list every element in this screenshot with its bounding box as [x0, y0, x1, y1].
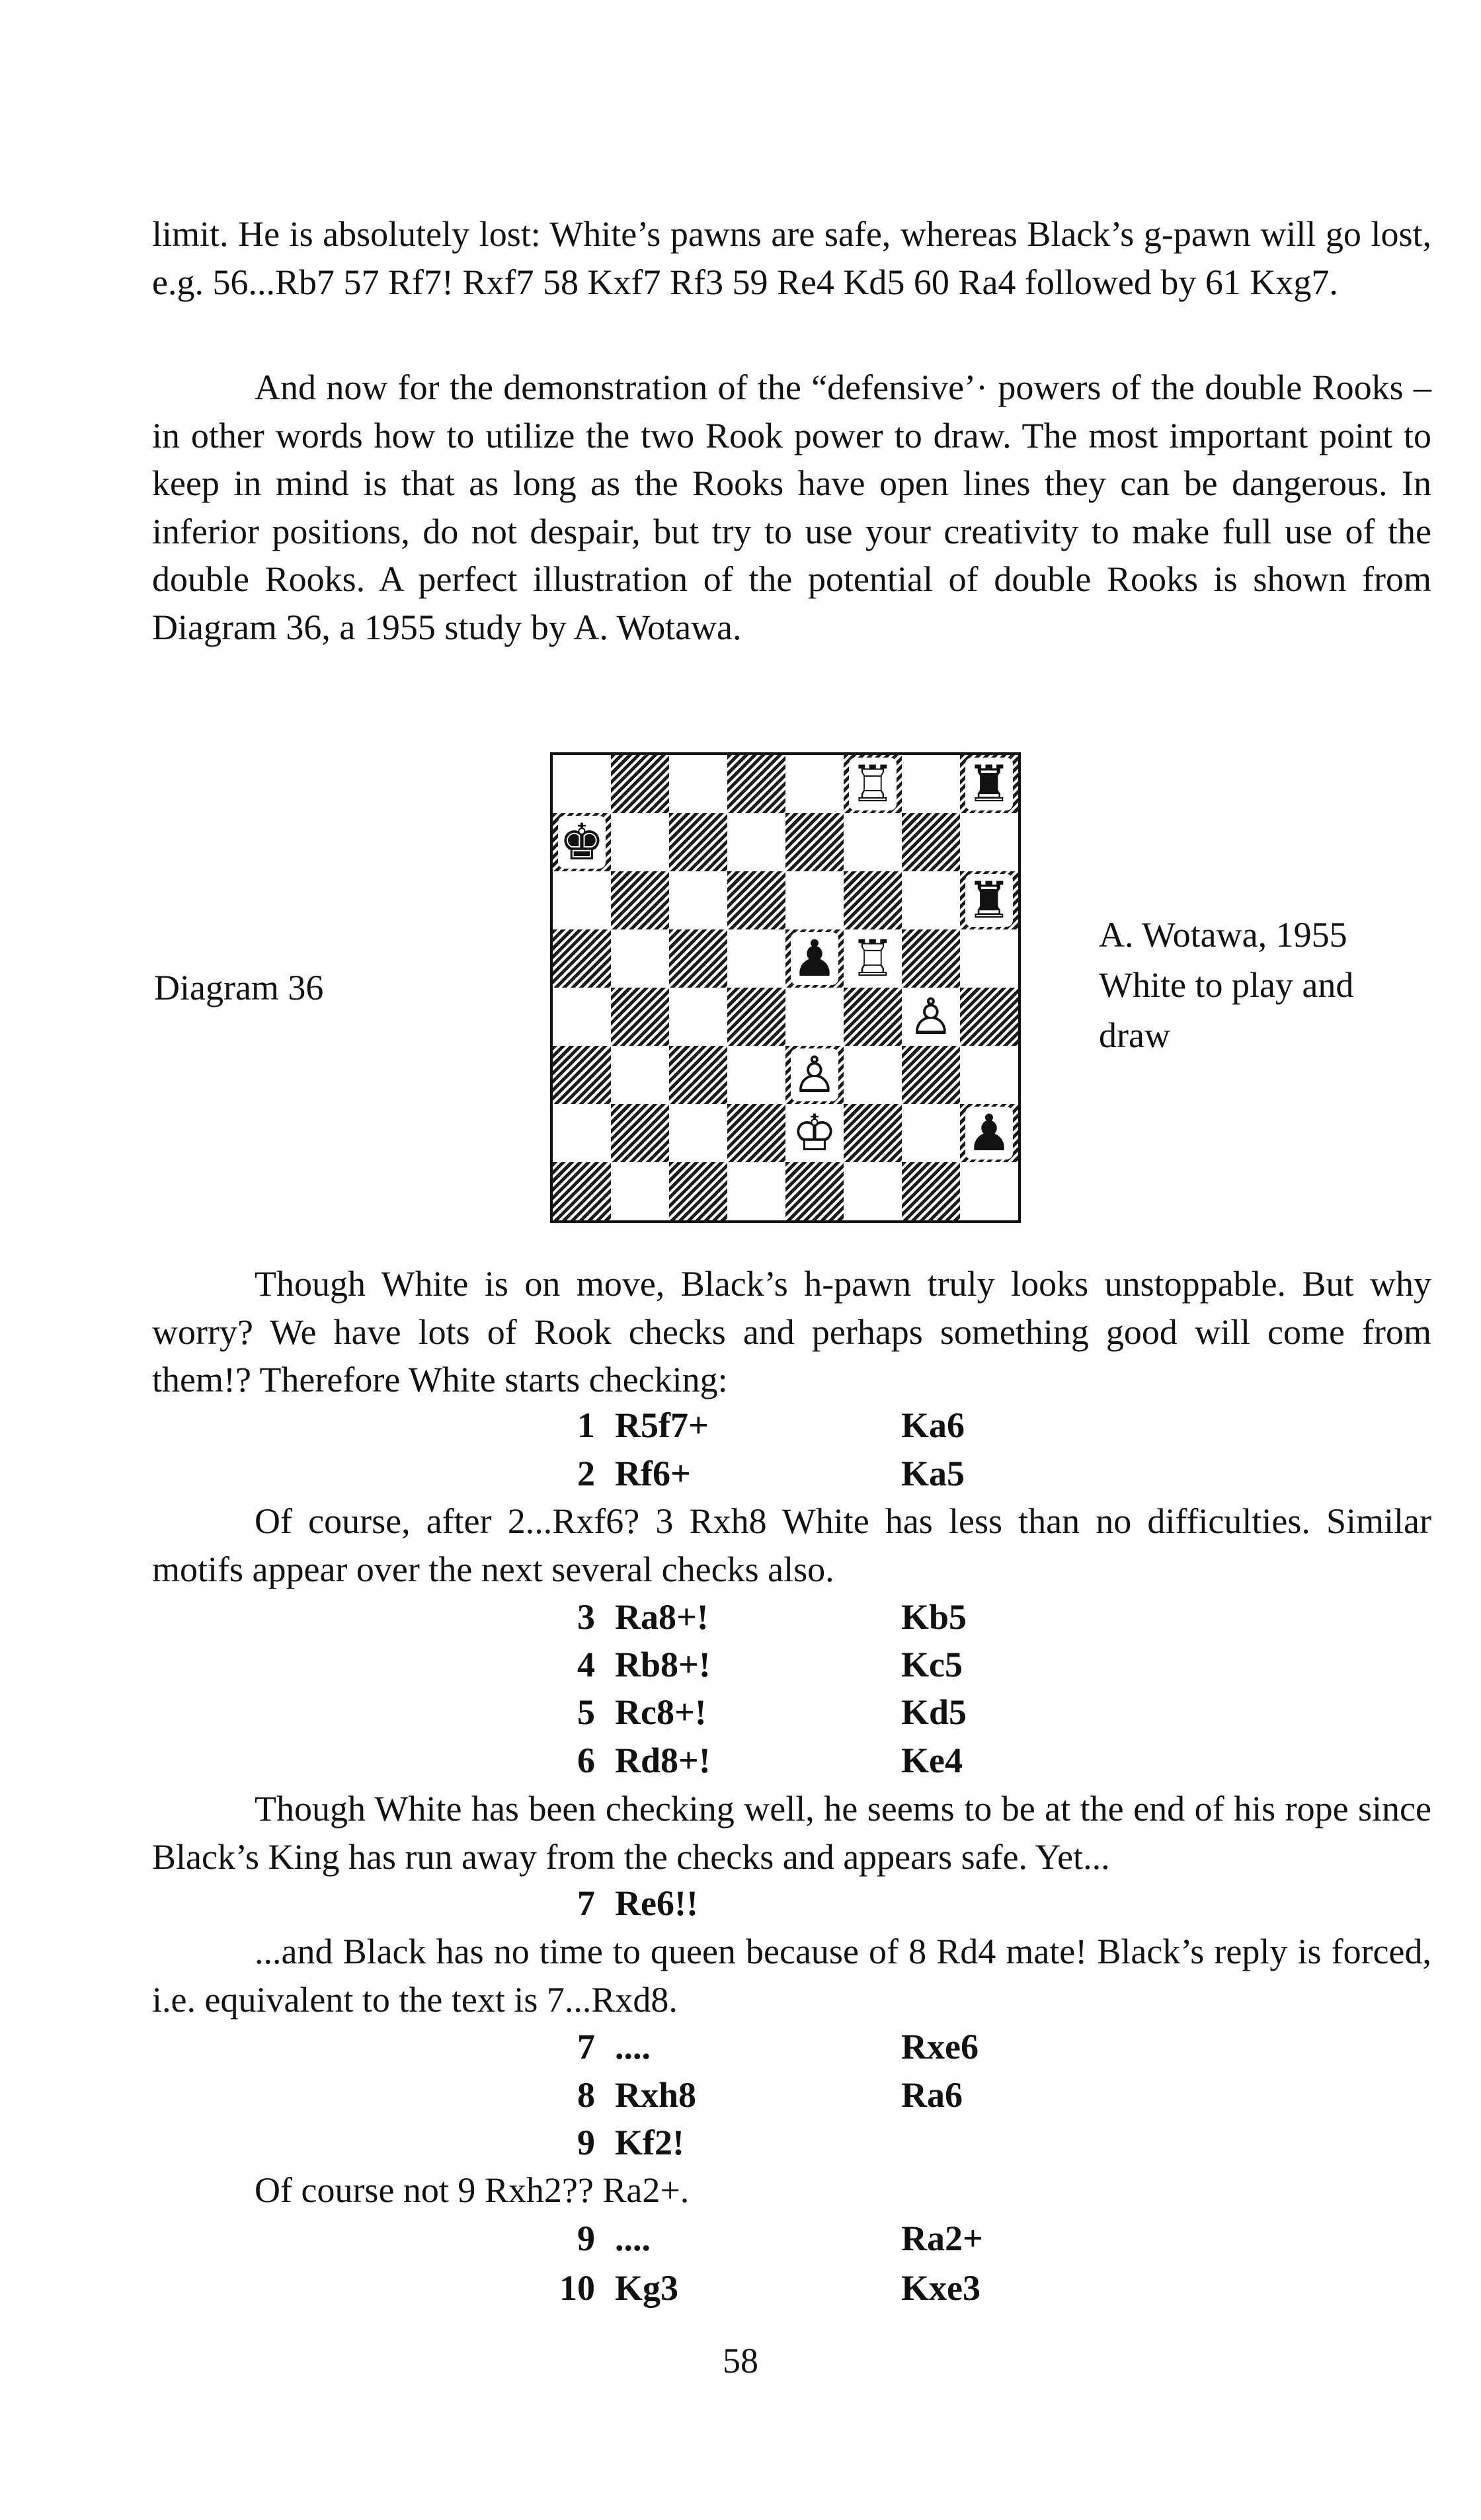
board-square-e6 — [785, 871, 844, 929]
piece-glyph: ♚ — [559, 812, 605, 871]
piece-glyph: ♜ — [966, 871, 1012, 929]
piece-glyph: ♙ — [908, 987, 954, 1046]
board-square-b5 — [611, 929, 669, 988]
chess-board — [550, 752, 1021, 1223]
board-square-d7 — [727, 813, 785, 871]
white-rook-icon — [844, 929, 902, 988]
board-square-h3 — [960, 1046, 1018, 1104]
white-move: Kg3 — [615, 2268, 679, 2308]
black-pawn-icon — [960, 1104, 1018, 1162]
page-number: 58 — [723, 2341, 758, 2381]
paragraph-3: Though White is on move, Black’s h-pawn truly looks unstoppable. But why worry? We have lots of Rook checks and perhaps something good will come from them!? Therefore White starts checking: — [152, 1264, 1431, 1399]
paragraph-1: limit. He is absolutely lost: White’s pawns are safe, whereas Black’s g-pawn will go lost, e.g. 56...Rb7 57 Rf7! Rxf7 58 Kxf7 Rf3 59 Re4 Kd5 60 Ra4 followed by 61 Kxg7. — [152, 214, 1431, 302]
white-king-icon — [785, 1104, 844, 1162]
diagram-caption-line-1: A. Wotawa, 1955 — [1099, 915, 1347, 955]
board-square-f1 — [844, 1162, 902, 1220]
diagram-caption-line-2: White to play and — [1099, 965, 1354, 1005]
black-move: Ra6 — [901, 2075, 963, 2115]
black-move: Rxe6 — [901, 2027, 979, 2067]
board-square-a8 — [553, 755, 611, 813]
move-number: 7 — [577, 1883, 595, 1923]
board-square-c1 — [669, 1162, 727, 1220]
board-square-e1 — [785, 1162, 844, 1220]
white-move: Ra8+! — [615, 1597, 709, 1637]
white-move: Kf2! — [615, 2123, 684, 2162]
white-move: Rc8+! — [615, 1692, 707, 1732]
black-rook-icon — [960, 871, 1018, 929]
move-number: 9 — [577, 2219, 595, 2258]
board-square-b7 — [611, 813, 669, 871]
board-square-f4 — [844, 988, 902, 1046]
black-king-icon — [553, 813, 611, 871]
board-square-a2 — [553, 1104, 611, 1162]
piece-glyph: ♙ — [791, 1045, 838, 1104]
board-square-a3 — [553, 1046, 611, 1104]
move-number: 10 — [559, 2268, 595, 2308]
board-square-b4 — [611, 988, 669, 1046]
white-move: R5f7+ — [615, 1405, 709, 1445]
black-move: Kxe3 — [901, 2268, 981, 2308]
board-square-b1 — [611, 1162, 669, 1220]
board-square-a5 — [553, 929, 611, 988]
paragraph-5: Though White has been checking well, he seems to be at the end of his rope since Black’s King has run away from the checks and appears safe. Yet... — [152, 1789, 1431, 1877]
move-number: 2 — [577, 1454, 595, 1493]
board-square-c4 — [669, 988, 727, 1046]
board-square-d1 — [727, 1162, 785, 1220]
diagram-caption-line-3: draw — [1099, 1015, 1170, 1055]
board-square-h1 — [960, 1162, 1018, 1220]
white-move: Rxh8 — [615, 2075, 697, 2115]
board-square-d5 — [727, 929, 785, 988]
board-square-f3 — [844, 1046, 902, 1104]
white-pawn-icon — [902, 988, 960, 1046]
piece-glyph: ♜ — [966, 754, 1012, 813]
paragraph-4: Of course, after 2...Rxf6? 3 Rxh8 White has less than no difficulties. Similar motifs appear over the next several checks also. — [152, 1501, 1431, 1589]
paragraph-2: And now for the demonstration of the “defensive’· powers of the double Rooks – in other words how to utilize the two Rook power to draw. The most important point to keep in mind is that as long as the Rooks have open lines they can be dangerous. In inferior positions, do not despair, but try to use your creativity to make full use of the double Rooks. A perfect illustration of the potential of double Rooks is shown from Diagram 36, a 1955 study by A. Wotawa. — [152, 368, 1431, 647]
board-square-d4 — [727, 988, 785, 1046]
board-square-h7 — [960, 813, 1018, 871]
board-square-d3 — [727, 1046, 785, 1104]
board-square-g2 — [902, 1104, 960, 1162]
move-number: 9 — [577, 2123, 595, 2162]
board-square-b6 — [611, 871, 669, 929]
board-square-g7 — [902, 813, 960, 871]
board-square-b3 — [611, 1046, 669, 1104]
board-square-a4 — [553, 988, 611, 1046]
board-square-e7 — [785, 813, 844, 871]
move-number: 1 — [577, 1405, 595, 1445]
white-move: Rb8+! — [615, 1645, 711, 1684]
black-rook-icon — [960, 755, 1018, 813]
move-number: 5 — [577, 1692, 595, 1732]
board-square-c5 — [669, 929, 727, 988]
white-move: Rf6+ — [615, 1454, 691, 1493]
move-number: 4 — [577, 1645, 595, 1684]
board-square-g3 — [902, 1046, 960, 1104]
board-square-h5 — [960, 929, 1018, 988]
board-square-f2 — [844, 1104, 902, 1162]
board-square-g1 — [902, 1162, 960, 1220]
board-square-h4 — [960, 988, 1018, 1046]
piece-glyph: ♖ — [850, 929, 896, 988]
black-move: Kc5 — [901, 1645, 963, 1684]
board-square-g8 — [902, 755, 960, 813]
white-move: .... — [615, 2219, 651, 2258]
board-square-d2 — [727, 1104, 785, 1162]
move-number: 3 — [577, 1597, 595, 1637]
board-square-b2 — [611, 1104, 669, 1162]
black-pawn-icon — [785, 929, 844, 988]
paragraph-6: ...and Black has no time to queen because of 8 Rd4 mate! Black’s reply is forced, i.e. equivalent to the text is 7...Rxd8. — [152, 1932, 1431, 2020]
board-square-c2 — [669, 1104, 727, 1162]
white-move: Re6!! — [615, 1883, 698, 1923]
black-move: Ra2+ — [901, 2219, 983, 2258]
black-move: Ke4 — [901, 1741, 963, 1780]
board-square-c7 — [669, 813, 727, 871]
white-pawn-icon — [785, 1046, 844, 1104]
move-number: 6 — [577, 1741, 595, 1780]
piece-glyph: ♔ — [791, 1103, 838, 1162]
board-square-d6 — [727, 871, 785, 929]
board-square-g6 — [902, 871, 960, 929]
move-number: 8 — [577, 2075, 595, 2115]
board-square-a6 — [553, 871, 611, 929]
piece-glyph: ♖ — [850, 754, 896, 813]
board-square-e4 — [785, 988, 844, 1046]
white-rook-icon — [844, 755, 902, 813]
piece-glyph: ♟ — [791, 929, 838, 988]
board-square-f7 — [844, 813, 902, 871]
board-square-c8 — [669, 755, 727, 813]
move-number: 7 — [577, 2027, 595, 2067]
diagram-label: Diagram 36 — [154, 968, 324, 1007]
board-square-a1 — [553, 1162, 611, 1220]
piece-glyph: ♟ — [966, 1103, 1012, 1162]
black-move: Kd5 — [901, 1692, 967, 1732]
black-move: Ka6 — [901, 1405, 965, 1445]
board-square-g5 — [902, 929, 960, 988]
board-square-c3 — [669, 1046, 727, 1104]
board-square-e8 — [785, 755, 844, 813]
black-move: Kb5 — [901, 1597, 967, 1637]
black-move: Ka5 — [901, 1454, 965, 1493]
board-square-c6 — [669, 871, 727, 929]
board-square-d8 — [727, 755, 785, 813]
white-move: .... — [615, 2027, 651, 2067]
white-move: Rd8+! — [615, 1741, 711, 1780]
board-square-b8 — [611, 755, 669, 813]
board-square-f6 — [844, 871, 902, 929]
diagram-caption — [1099, 910, 1443, 1060]
paragraph-7: Of course not 9 Rxh2?? Ra2+. — [255, 2170, 690, 2210]
